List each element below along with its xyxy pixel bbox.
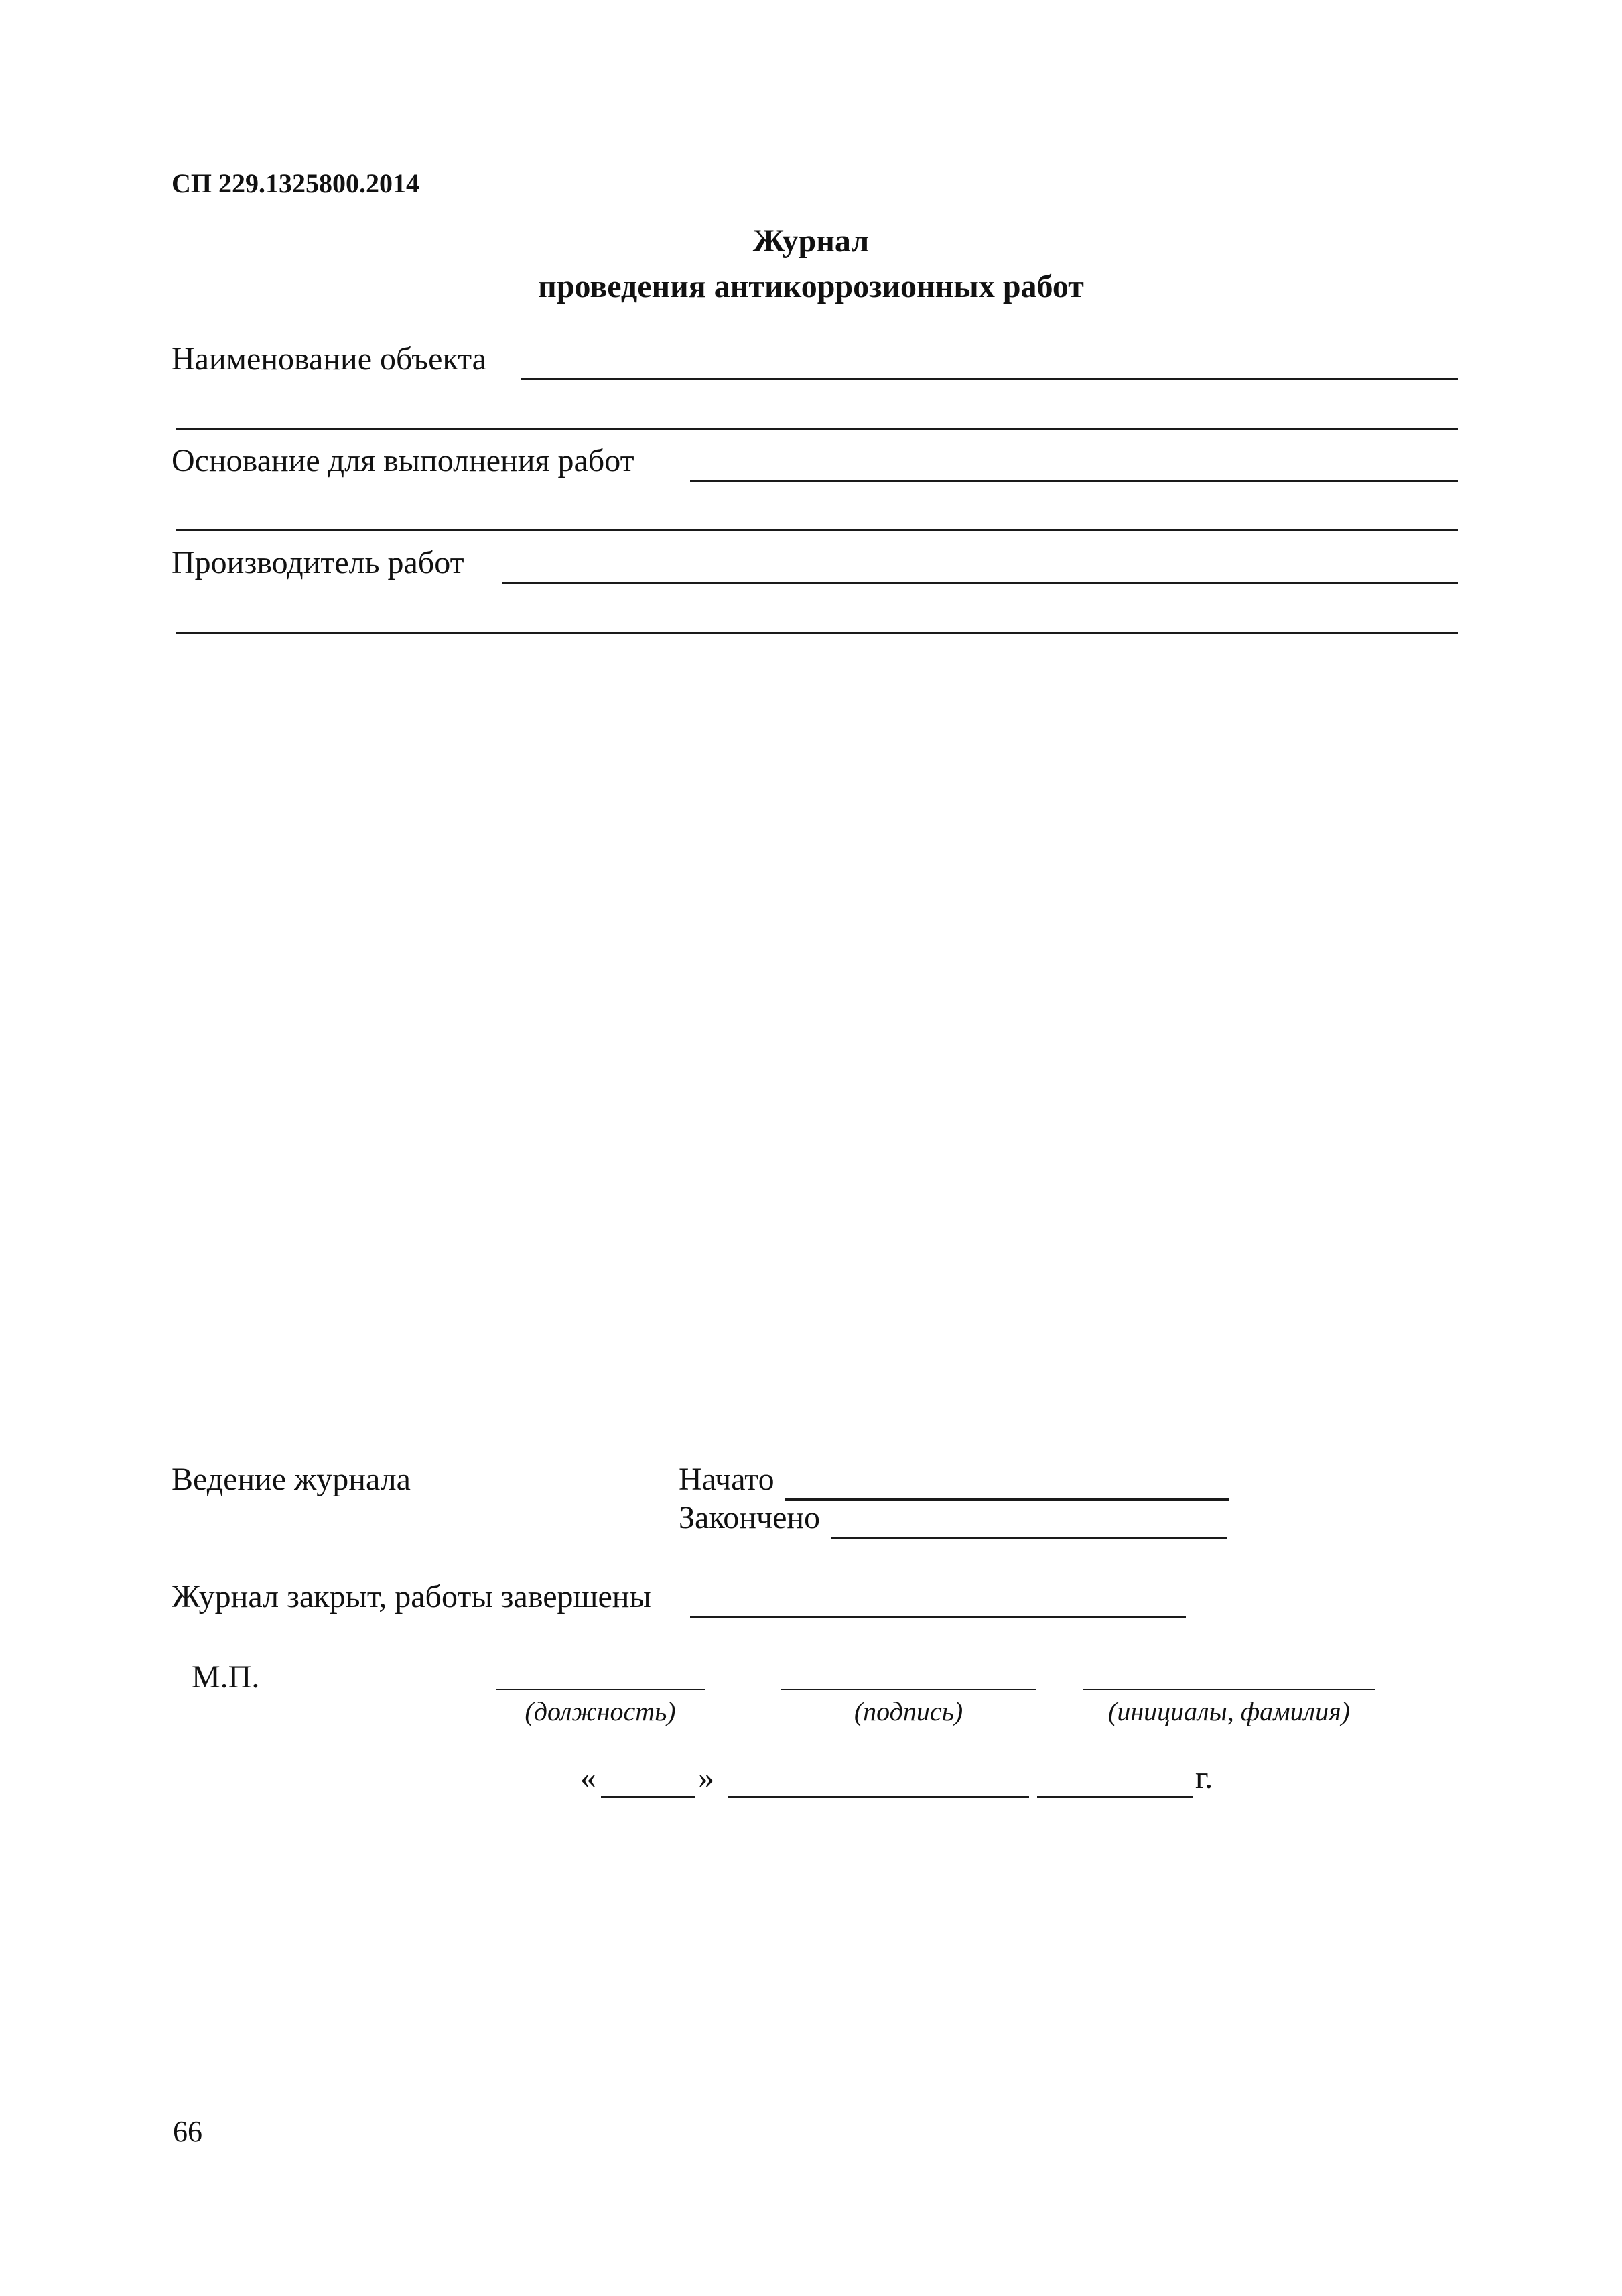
contractor-line-2[interactable] <box>176 632 1458 634</box>
position-caption: (должность) <box>525 1696 676 1726</box>
date-year-line[interactable] <box>1037 1796 1193 1798</box>
document-code: СП 229.1325800.2014 <box>172 168 419 198</box>
contractor-label: Производитель работ <box>172 545 464 580</box>
object-name-line-2[interactable] <box>176 428 1458 430</box>
started-line[interactable] <box>785 1498 1229 1501</box>
started-label: Начато <box>679 1462 774 1497</box>
finished-label: Закончено <box>679 1500 821 1535</box>
name-caption: (инициалы, фамилия) <box>1108 1696 1350 1726</box>
position-line[interactable] <box>496 1689 705 1690</box>
journal-keeping-label: Ведение журнала <box>172 1462 411 1497</box>
basis-line[interactable] <box>690 480 1458 482</box>
page-number: 66 <box>173 2115 202 2148</box>
object-name-label: Наименование объекта <box>172 341 486 377</box>
basis-label: Основание для выполнения работ <box>172 443 634 479</box>
date-day-line[interactable] <box>601 1796 695 1798</box>
date-close-quote: » <box>698 1760 714 1795</box>
object-name-line[interactable] <box>521 378 1458 380</box>
journal-subtitle: проведения антикоррозионных работ <box>538 269 1084 304</box>
basis-line-2[interactable] <box>176 529 1458 531</box>
date-month-line[interactable] <box>728 1796 1029 1798</box>
signature-caption: (подпись) <box>854 1696 963 1726</box>
name-line[interactable] <box>1083 1689 1375 1690</box>
journal-closed-label: Журнал закрыт, работы завершены <box>172 1579 651 1614</box>
finished-line[interactable] <box>831 1537 1227 1539</box>
journal-closed-line[interactable] <box>690 1616 1186 1618</box>
journal-title: Журнал <box>752 223 870 259</box>
signature-line[interactable] <box>781 1689 1036 1690</box>
contractor-line[interactable] <box>502 582 1458 584</box>
date-year-suffix: г. <box>1195 1760 1213 1795</box>
stamp-label: М.П. <box>192 1659 260 1695</box>
date-open-quote: « <box>580 1760 596 1795</box>
